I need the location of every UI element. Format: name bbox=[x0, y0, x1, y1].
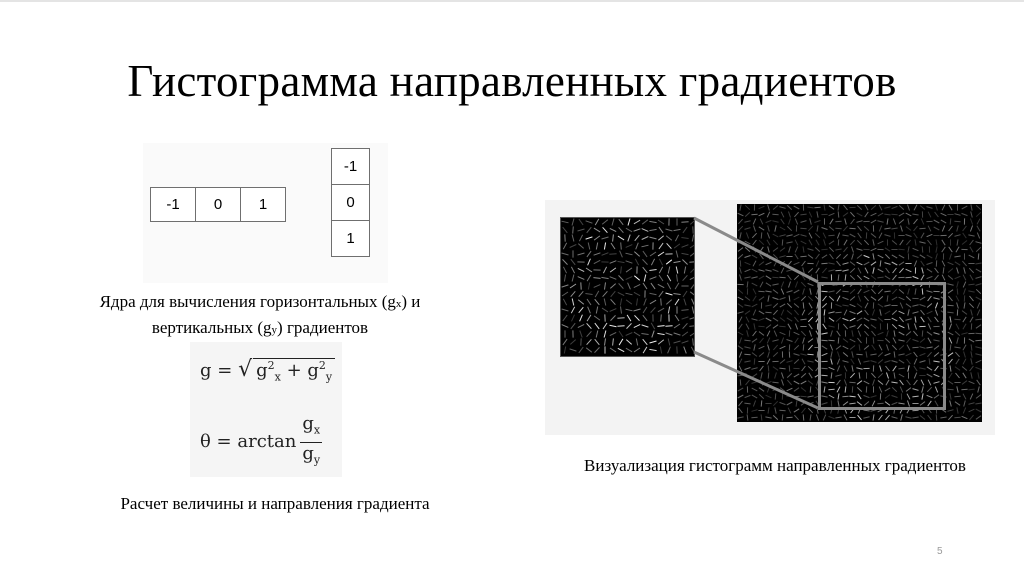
slide-title: Гистограмма направленных градиентов bbox=[127, 56, 897, 106]
fraction: $\frac{g_x}{g_y}$ bbox=[302, 413, 321, 467]
kernel-cell: 1 bbox=[241, 188, 286, 222]
kernel-cell: -1 bbox=[332, 149, 370, 185]
kernel-cell: 0 bbox=[196, 188, 241, 222]
magnitude-formula: g = √ $g^2_x + g^2_y$ bbox=[200, 357, 335, 384]
kernels-caption: Ядра для вычисления горизонтальных (gx) и вертикальных (gy) градиентов bbox=[99, 292, 421, 337]
kernel-cell: 1 bbox=[332, 221, 370, 257]
direction-formula: θ = arctan $\frac{g_x}{g_y}$ bbox=[200, 413, 322, 471]
kernel-cell: 0 bbox=[332, 185, 370, 221]
visualization-caption: Визуализация гистограмм направленных градиентов bbox=[584, 456, 966, 475]
page-number: 5 bbox=[937, 546, 943, 557]
formulas-caption: Расчет величины и направления градиента bbox=[120, 494, 430, 513]
sqrt-body: $g^2_x + g^2_y$ bbox=[253, 358, 335, 384]
kernel-cell: -1 bbox=[151, 188, 196, 222]
